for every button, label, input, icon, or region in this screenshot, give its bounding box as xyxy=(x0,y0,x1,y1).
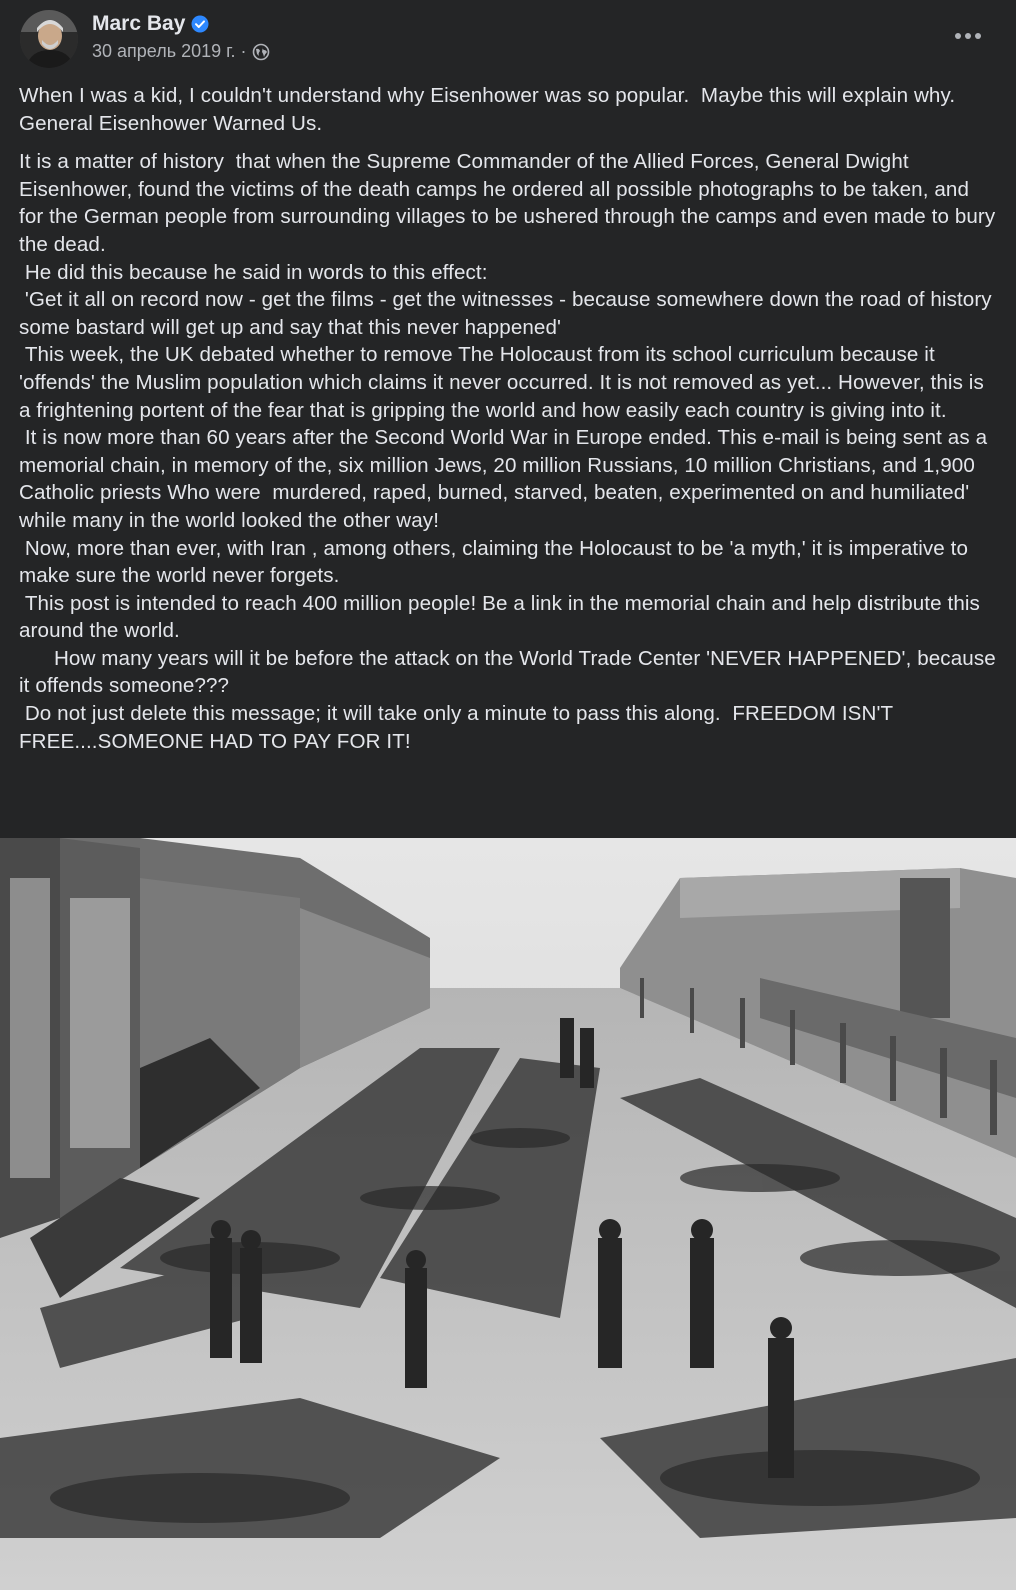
post-meta xyxy=(92,41,270,62)
intro-line: When I was a kid, I couldn't understand why Eisenhower was so popular. Maybe this will explain why. xyxy=(19,84,956,107)
intro-line: General Eisenhower Warned Us. xyxy=(19,111,323,135)
author-name[interactable]: Marc Bay xyxy=(92,12,186,35)
body-paragraph: How many years will it be before the attack on the World Trade Center 'NEVER HAPPENED', because it offends someone??? xyxy=(19,646,1002,698)
post-date[interactable]: 30 апрель 2019 г. xyxy=(92,41,236,61)
post-text xyxy=(19,82,1002,755)
body-paragraph: This week, the UK debated whether to remove The Holocaust from its school curriculum because it 'offends' the Muslim population which claims it never occurred. It is not removed as yet... However, this is a frightening portent of the fear that is gripping the world and how easily each country is giving into it. xyxy=(19,343,990,422)
body-paragraph: Do not just delete this message; it will take only a minute to pass this along. FREEDOM ISN'T FREE....SOMEONE HAD TO PAY FOR IT! xyxy=(19,702,899,753)
body-paragraph: He did this because he said in words to this effect: xyxy=(19,260,488,284)
author-line xyxy=(92,12,209,36)
post-photo[interactable] xyxy=(0,838,1016,1590)
body-paragraph: 'Get it all on record now - get the films - get the witnesses - because somewhere down the road of history some bastard will get up and say that this never happened' xyxy=(19,288,998,339)
body-paragraph: Now, more than ever, with Iran , among others, claiming the Holocaust to be 'a myth,' it is imperative to make sure the world never forgets. xyxy=(19,536,974,588)
avatar[interactable] xyxy=(20,10,78,68)
body-paragraph: It is now more than 60 years after the Second World War in Europe ended. This e-mail is being sent as a memorial chain, in memory of the, six million Jews, 20 million Russians, 10 million Christians, and 1,900 Catholic priests Who were murdered, raped, burned, starved, beaten, experimented on and humiliated' while many in the world looked the other way! xyxy=(19,426,993,532)
verified-badge-icon xyxy=(191,15,209,33)
meta-separator: · xyxy=(240,41,247,61)
more-options-icon[interactable] xyxy=(950,24,986,48)
body-paragraph: It is a matter of history that when the Supreme Commander of the Allied Forces, General Dwight Eisenhower, found the victims of the death camps he ordered all possible photographs to be taken, and for the German people from surrounding villages to be ushered through the camps and even made to bury the dead. xyxy=(19,150,1002,256)
globe-icon[interactable] xyxy=(252,43,270,61)
post-header xyxy=(20,10,1000,68)
body-paragraph: This post is intended to reach 400 million people! Be a link in the memorial chain and help distribute this around the world. xyxy=(19,591,986,643)
